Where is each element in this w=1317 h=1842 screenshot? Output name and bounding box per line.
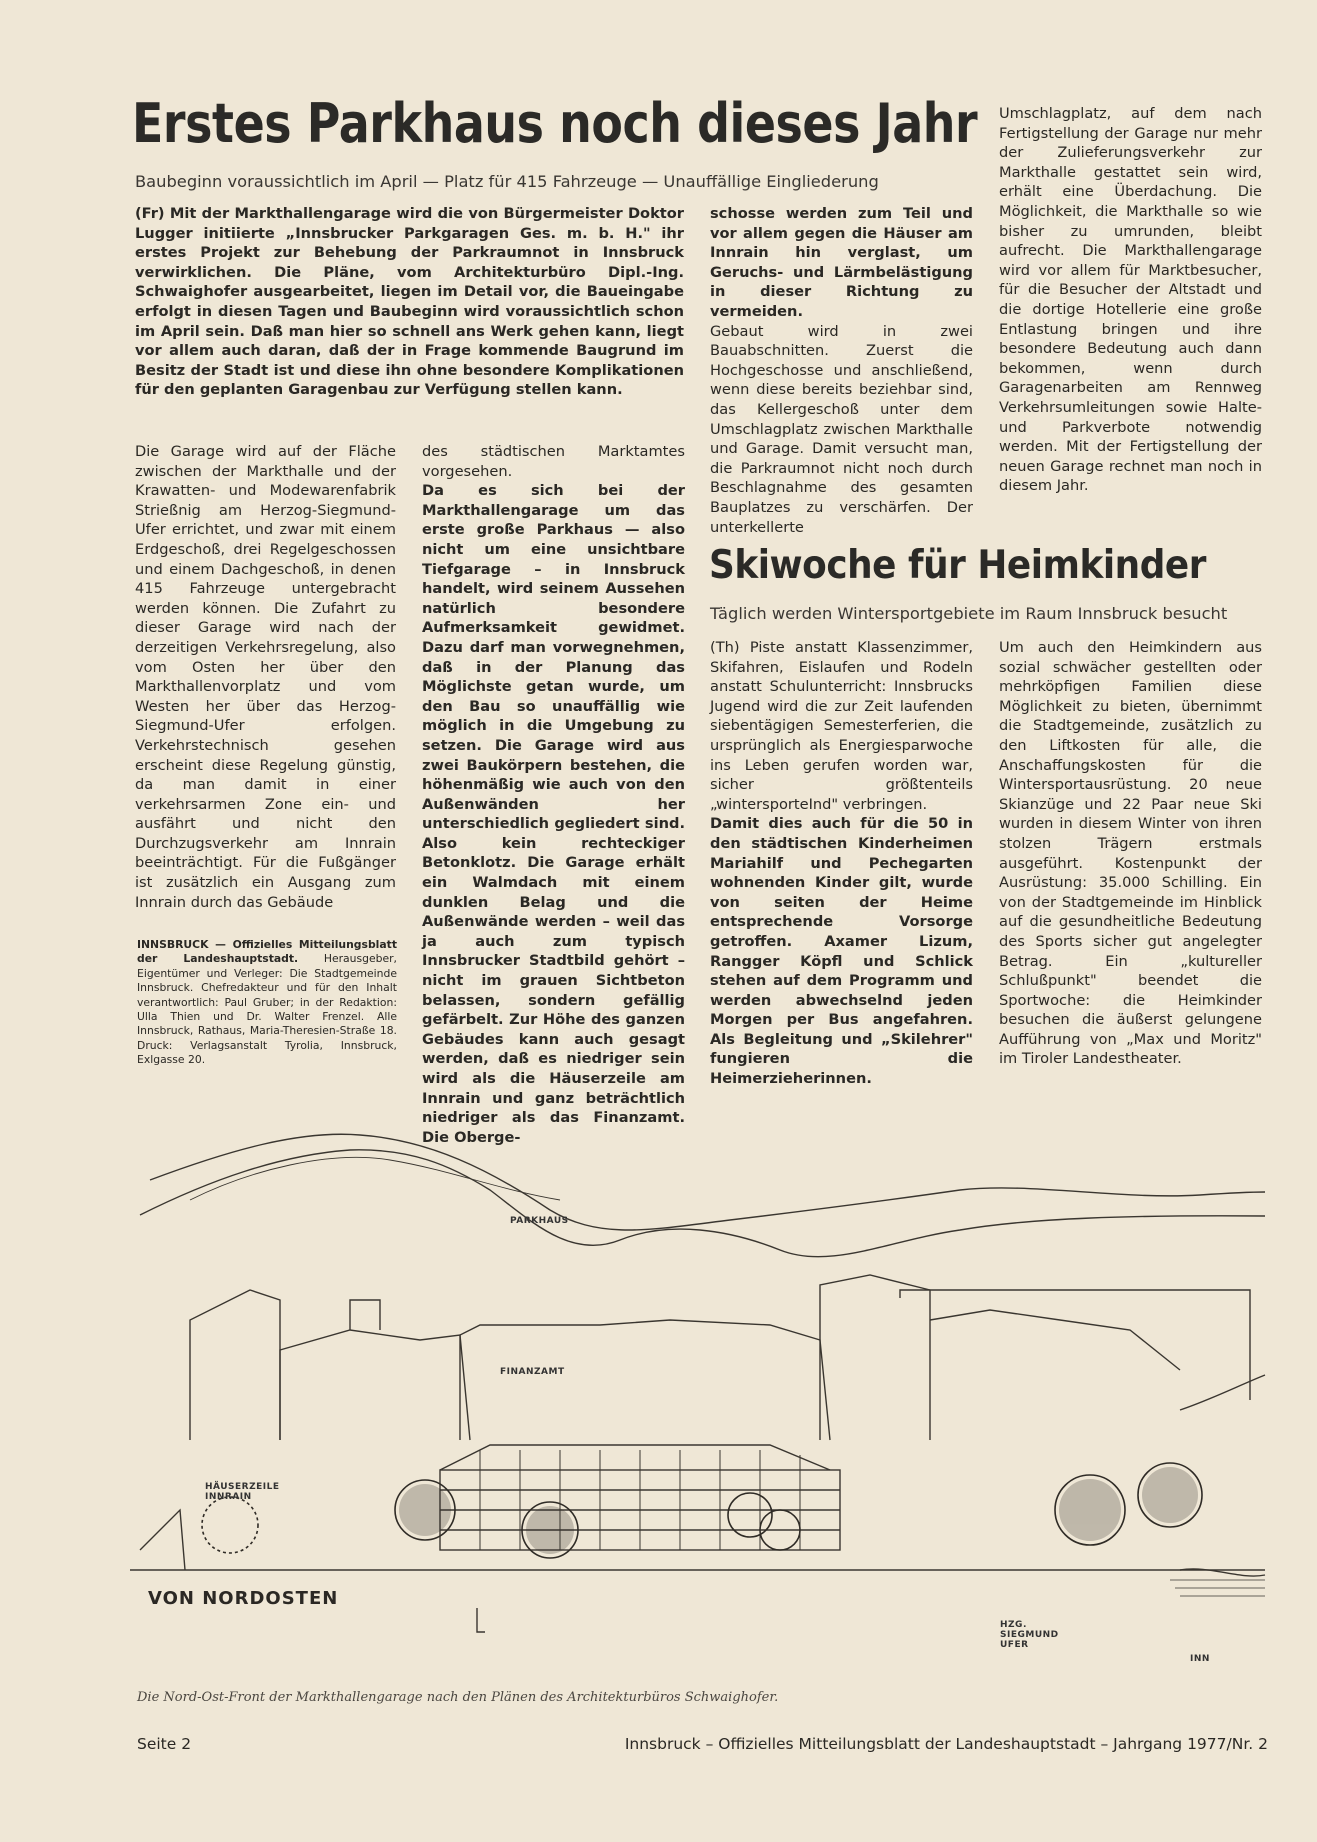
right-roof (930, 1310, 1180, 1370)
imprint (137, 938, 397, 1068)
innrain-house-left (190, 1290, 280, 1440)
mountain-line-2 (140, 1150, 1265, 1257)
article1-column-2-text: des städtischen Marktamtes vorgesehen. (422, 443, 685, 480)
article2-column-2: Um auch den Heimkindern aus sozial schwächer gestellten oder mehrköpfigen Familien diese Möglichkeit zu bieten, übernimmt die Stadtgemeinde, zusätzlich zu den Liftkosten für alle, die Anschaffungskosten für die Wintersportausrüstung. 20 neue Skianzüge und 22 Paar neue Ski wurden in diesem Winter von ihren stolzen Trägern erstmals ausgeführt. Kostenpunkt der Ausrüstung: 35.000 Schilling. Ein von der Stadtgemeinde im Hinblick auf die gesundheitliche Bedeutung des Sports sicher gut angelegter Betrag. Ein „kultureller Schlußpunkt" beendet die Sportwoche: die Heimkinder besuchen die äußerst gelungene Aufführung von „Max und Moritz" im Tiroler Landestheater. (999, 639, 1262, 1068)
right-top-frame (900, 1290, 1250, 1400)
article2-column-1-text: (Th) Piste anstatt Klassenzimmer, Skifahren, Eislaufen und Rodeln anstatt Schulunterricht: Innsbrucks Jugend wird die zur Zeit laufenden siebentägigen Semesterferien, die ursprünglich als Energiesparwoche ins Leben gerufen worden war, sicher größtenteils „wintersporteInd" verbringen. (710, 639, 973, 813)
article1-column-2-bold: Da es sich bei der Markthallengarage um das erste große Parkhaus — also nicht um eine unsichtbare Tiefgarage – in Innsbruck handelt, wird seinem Aussehen natürlich besondere Aufmerksamkeit gewidmet. Dazu darf man vorwegnehmen, daß in der Planung das Möglichste getan wurde, um den Bau so unauffällig wie möglich in die Umgebung zu setzen. Die Garage wird aus zwei Baukörpern bestehen, die höhenmäßig wie auch von den Außenwänden her unterschiedlich gegliedert sind. Also kein rechteckiger Betonklotz. Die Garage erhält ein Walmdach mit einem dunklen Belag und die Außenwände werden – weil das ja auch zum typisch Innsbrucker Stadtbild gehört – nicht im grauen Sichtbeton belassen, sondern gefällig gefärbelt. Zur Höhe des ganzen Gebäudes kann auch gesagt werden, daß es niedriger sein wird als die Häuserzeile am Innrain und ganz beträchtlich niedriger als das Finanzamt. Die Oberge- (422, 482, 685, 1146)
finanzamt-building (460, 1320, 830, 1440)
article1-column-3-bold: schosse werden zum Teil und vor allem gegen die Häuser am Innrain hin verglast, um Geruchs- und Lärmbelästigung in dieser Richtung zu vermeiden. (710, 205, 973, 320)
innrain-chimney (350, 1300, 380, 1330)
label-inn: INN (1190, 1654, 1210, 1664)
left-wall (140, 1510, 185, 1570)
garage-roof (440, 1445, 830, 1470)
river-lines (1170, 1580, 1265, 1596)
article1-column-1: Die Garage wird auf der Fläche zwischen der Markthalle und der Krawatten- und Modewarenfabrik Strießnig am Herzog-Siegmund-Ufer errichtet, und zwar mit einem Erdgeschoß, drei Regelgeschossen und einem Dachgeschoß, in denen 415 Fahrzeuge untergebracht werden können. Die Zufahrt zu dieser Garage wird nach der derzeitigen Verkehrsregelung, also vom Osten her über den Markthallenvorplatz und vom Westen her über das Herzog-Siegmund-Ufer erfolgen. Verkehrstechnisch gesehen erscheint diese Regelung günstig, da man damit in einer verkehrsarmen Zone ein- und ausfährt und nicht den Durchzugsverkehr am Innrain beeinträchtigt. Für die Fußgänger ist zusätzlich ein Ausgang zum Innrain durch das Gebäude (135, 443, 396, 911)
article2-subheadline: Täglich werden Wintersportgebiete im Raum Innsbruck besucht (710, 604, 1228, 623)
figure-caption: Die Nord-Ost-Front der Markthallengarage nach den Plänen des Architekturbüros Schwaighofer. (137, 1690, 779, 1705)
page-number: Seite 2 (137, 1735, 192, 1753)
article1-column-3 (710, 204, 973, 537)
far-right-slope (1180, 1375, 1265, 1410)
innrain-house-main (280, 1330, 470, 1440)
imprint-text: Herausgeber, Eigentümer und Verleger: Die Stadtgemeinde Innsbruck. Chefredakteur und für den Inhalt verantwortlich: Paul Gruber; in der Redaktion: Ulla Thien und Dr. Walter Frenzel. Alle Innsbruck, Rathaus, Maria-Theresien-Straße 18. Druck: Verlagsanstalt Tyrolia, Innsbruck, Exlgasse 20. (137, 952, 397, 1067)
imprint-box (137, 938, 397, 1068)
article1-lead: (Fr) Mit der Markthallengarage wird die von Bürgermeister Doktor Lugger initiierte „Innsbrucker Parkgaragen Ges. m. b. H." ihr erstes Projekt zur Behebung der Parkraumnot in Innsbruck verwirklichen. Die Pläne, vom Architekturbüro Dipl.-Ing. Schwaighofer ausgearbeitet, liegen im Detail vor, die Baueingabe erfolgt in diesen Tagen und Baubeginn wird voraussichtlich schon im April sein. Daß man hier so schnell ans Werk gehen kann, liegt vor allem auch daran, daß der in Frage kommende Baugrund im Besitz der Stadt ist und diese ihn ohne besondere Komplikationen für den geplanten Garagenbau zur Verfügung stellen kann. (135, 205, 684, 399)
parkhaus-pointer (477, 1608, 485, 1632)
mountain-line-1 (150, 1134, 1265, 1230)
label-innrain: HÄUSERZEILE INNRAIN (205, 1482, 280, 1502)
tree-7 (202, 1497, 258, 1553)
article1-headline: Erstes Parkhaus noch dieses Jahr (132, 92, 978, 155)
article2-column-1-bold: Damit dies auch für die 50 in den städtischen Kinderheimen Mariahilf und Pechegarten wohnenden Kinder gilt, wurde von seiten der Heime entsprechende Vorsorge getroffen. Axamer Lizum, Rangger Köpfl und Schlick stehen auf dem Programm und werden abwechselnd jeden Morgen per Bus angefahren. Als Begleitung und „Skilehrer" fungieren die Heimerzieherinnen. (710, 815, 973, 1088)
architecture-drawing (130, 1110, 1270, 1700)
masthead-footer: Innsbruck – Offizielles Mitteilungsblatt der Landeshauptstadt – Jahrgang 1977/Nr. 2 (624, 1735, 1268, 1753)
mountain-line-3 (190, 1157, 560, 1200)
imprint-title: INNSBRUCK — Offizielles Mitteilungsblatt der Landeshauptstadt. (137, 938, 397, 966)
article1-column-3-text: Gebaut wird in zwei Bauabschnitten. Zuerst die Hochgeschosse und anschließend, wenn diese bereits beziehbar sind, das Kellergeschoß unter dem Umschlagplatz zwischen Markthalle und Garage. Damit versucht man, die Parkraumnot nicht noch durch Beschlagnahme des gesamten Bauplatzes zu verschärfen. Der unterkellerte (710, 322, 973, 536)
drawing-sketch (130, 1110, 1270, 1700)
article2-column-1 (710, 638, 973, 1089)
label-ufer: HZG. SIEGMUND UFER (1000, 1620, 1059, 1650)
article2-headline: Skiwoche für Heimkinder (709, 543, 1206, 588)
article1-column-2 (422, 442, 685, 1147)
label-parkhaus: PARKHAUS (510, 1216, 569, 1226)
drawing-title: VON NORDOSTEN (148, 1588, 339, 1609)
right-tall-building (820, 1275, 930, 1440)
article1-subheadline: Baubeginn voraussichtlich im April — Platz für 415 Fahrzeuge — Unauffällige Eingliederung (135, 172, 879, 191)
article1-column-4: Umschlagplatz, auf dem nach Fertigstellung der Garage nur mehr der Zulieferungsverkehr zur Markthalle gestattet sein wird, erhält eine Überdachung. Die Möglichkeit, die Markthalle so wie bisher zu umrunden, bleibt aufrecht. Die Markthallengarage wird vor allem für Marktbesucher, für die Besucher der Altstadt und die dortige Hotellerie eine große Entlastung bringen und ihre besondere Bedeutung auch dann bekommen, wenn durch Garagenarbeiten am Rennweg Verkehrsumleitungen sowie Halte- und Parkverbote notwendig werden. Mit der Fertigstellung der neuen Garage rechnet man noch in diesem Jahr. (999, 105, 1262, 495)
label-finanzamt: FINANZAMT (500, 1367, 565, 1377)
